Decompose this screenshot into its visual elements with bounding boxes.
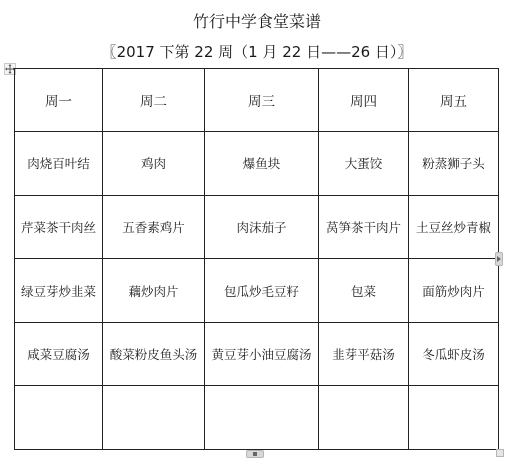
header-monday: 周一 (15, 69, 103, 132)
table-cell[interactable]: 爆鱼块 (205, 132, 319, 196)
resize-handle-corner-icon[interactable] (496, 449, 504, 457)
table-row (15, 386, 499, 450)
table-header-row (15, 69, 499, 132)
table-cell[interactable]: 包瓜炒毛豆籽 (205, 259, 319, 323)
table-row (15, 132, 499, 196)
table-cell[interactable] (319, 386, 409, 450)
table-cell[interactable] (15, 386, 103, 450)
week-subtitle: 〖2017 下第 22 周（1 月 22 日——26 日）〗 (101, 43, 413, 61)
table-cell[interactable]: 韭芽平菇汤 (319, 322, 409, 386)
table-cell[interactable]: 藕炒肉片 (103, 259, 205, 323)
table-cell[interactable] (205, 386, 319, 450)
table-cell[interactable]: 莴笋茶干肉片 (319, 195, 409, 259)
resize-handle-right-icon[interactable] (495, 252, 503, 266)
table-cell[interactable]: 包菜 (319, 259, 409, 323)
table-cell[interactable] (409, 386, 499, 450)
table-cell[interactable]: 肉沫茄子 (205, 195, 319, 259)
header-wednesday: 周三 (205, 69, 319, 132)
header-thursday: 周四 (319, 69, 409, 132)
table-cell[interactable]: 酸菜粉皮鱼头汤 (103, 322, 205, 386)
table-cell[interactable]: 芹菜茶干肉丝 (15, 195, 103, 259)
table-cell[interactable]: 大蛋饺 (319, 132, 409, 196)
table-cell[interactable]: 五香素鸡片 (103, 195, 205, 259)
table-row (15, 195, 499, 259)
header-friday: 周五 (409, 69, 499, 132)
menu-title: 竹行中学食堂菜谱 (192, 12, 321, 31)
table-cell[interactable]: 鸡肉 (103, 132, 205, 196)
table-cell[interactable]: 绿豆芽炒韭菜 (15, 259, 103, 323)
table-cell[interactable]: 咸菜豆腐汤 (15, 322, 103, 386)
table-row (15, 259, 499, 323)
resize-handle-bottom-icon[interactable] (246, 450, 264, 458)
table-cell[interactable]: 黄豆芽小油豆腐汤 (205, 322, 319, 386)
menu-table (14, 68, 499, 450)
header-tuesday: 周二 (103, 69, 205, 132)
table-row (15, 322, 499, 386)
table-cell[interactable]: 粉蒸狮子头 (409, 132, 499, 196)
table-cell[interactable]: 面筋炒肉片 (409, 259, 499, 323)
table-cell[interactable]: 肉烧百叶结 (15, 132, 103, 196)
table-cell[interactable]: 土豆丝炒青椒 (409, 195, 499, 259)
table-cell[interactable] (103, 386, 205, 450)
table-cell[interactable]: 冬瓜虾皮汤 (409, 322, 499, 386)
